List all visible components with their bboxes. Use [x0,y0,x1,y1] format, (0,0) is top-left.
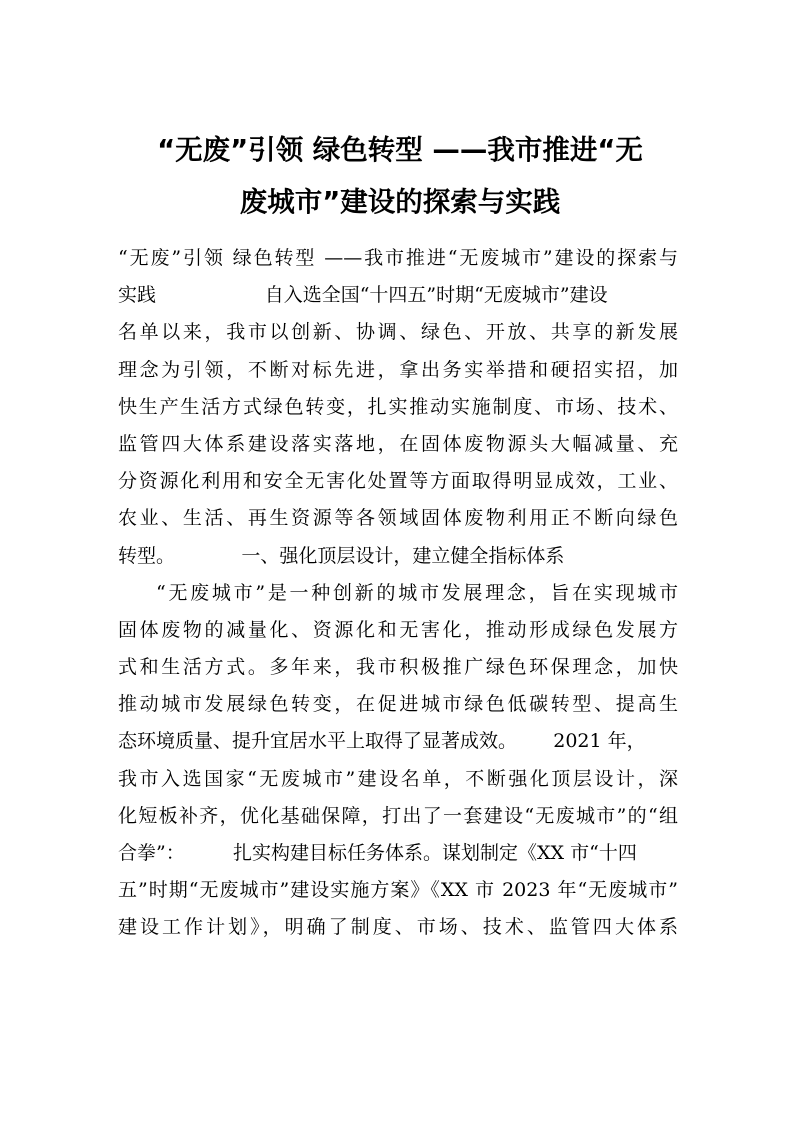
body-line-14: 态环境质量、提升宜居水平上取得了显著成效。 2021 年， [118,730,646,753]
body-line-6: 监管四大体系建设落实落地，在固体废物源头大幅减量、充 [118,432,678,455]
title-line-1: “无废”引领 绿色转型 ——我市推进“无 [157,134,643,166]
body-line-18: 五”时期“无废城市”建设实施方案》《XX 市 2023 年“无废城市” [118,879,678,902]
body-line-8: 农业、生活、再生资源等各领域固体废物利用正不断向绿色 [118,507,678,530]
document-body [118,240,678,947]
body-line-17: 合拳”： 扎实构建目标任务体系。谋划制定《XX 市“十四 [118,842,637,864]
body-line-7: 分资源化利用和安全无害化处置等方面取得明显成效，工业、 [118,470,678,493]
body-line-15: 我市入选国家“无废城市”建设名单，不断强化顶层设计，深 [118,767,678,790]
document-title [100,124,700,228]
body-line-10: “无废城市”是一种创新的城市发展理念，旨在实现城市 [156,581,678,604]
body-line-1: “无废”引领 绿色转型 ——我市推进“无废城市”建设的探索与 [118,247,678,269]
body-line-3: 名单以来，我市以创新、协调、绿色、开放、共享的新发展 [118,321,678,344]
body-line-16: 化短板补齐，优化基础保障，打出了一套建设“无废城市”的“组 [118,804,678,827]
body-line-19: 建设工作计划》，明确了制度、市场、技术、监管四大体系 [118,916,678,939]
body-line-13: 推动城市发展绿色转变，在促进城市绿色低碳转型、提高生 [118,693,678,716]
title-line-2: 废城市”建设的探索与实践 [239,186,561,218]
body-line-2: 实践 自入选全国“十四五”时期“无废城市”建设 [118,284,608,307]
body-line-9: 转型。 一、强化顶层设计，建立健全指标体系 [118,544,565,567]
body-line-11: 固体废物的减量化、资源化和无害化，推动形成绿色发展方 [118,618,678,641]
body-line-4: 理念为引领，不断对标先进，拿出务实举措和硬招实招，加 [118,358,678,381]
body-line-12: 式和生活方式。多年来，我市积极推广绿色环保理念，加快 [118,656,678,679]
body-line-5: 快生产生活方式绿色转变，扎实推动实施制度、市场、技术、 [118,395,678,418]
